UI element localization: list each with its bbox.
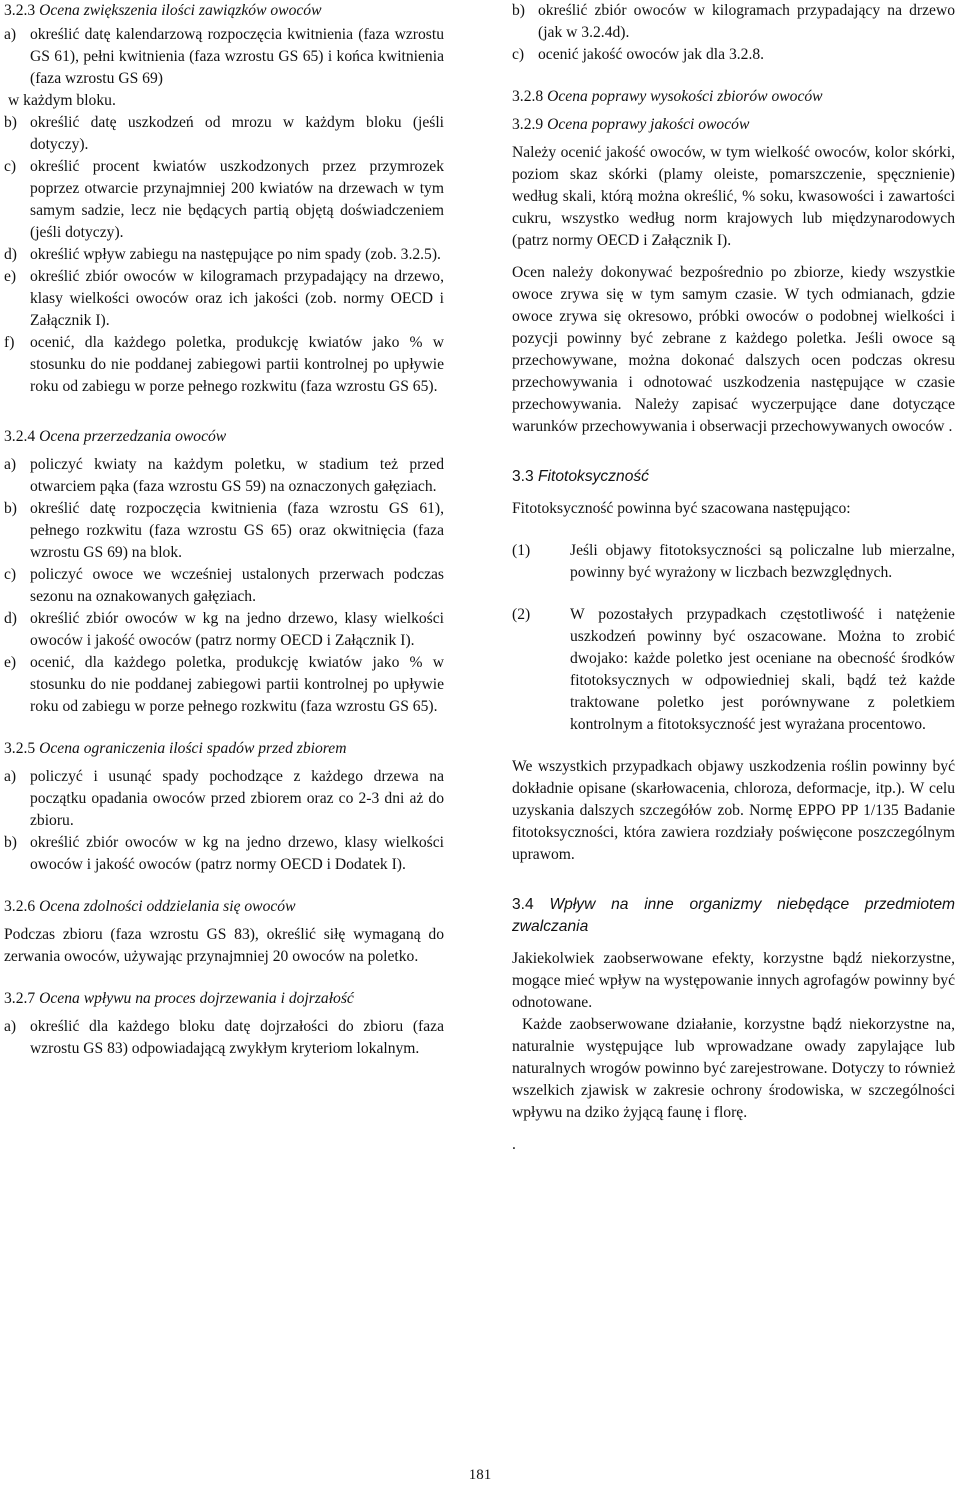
numbered-item: (1) Jeśli objawy fitotoksyczności są policzalne lub mierzalne, powinny być wyrażony w liczbach bezwzględnych. xyxy=(512,542,955,581)
list-item: b) określić zbiór owoców w kg na jedno drzewo, klasy wielkości owoców i jakość owoców (patrz normy OECD i Dodatek I). xyxy=(4,834,444,873)
section-heading-3-2-3: 3.2.3 Ocena zwiększenia ilości zawiązków owoców xyxy=(4,2,322,19)
paragraph: Podczas zbioru (faza wzrostu GS 83), określić siłę wymaganą do zerwania owoców, używając przynajmniej 20 owoców na poletko. xyxy=(4,926,444,965)
paragraph: Jakiekolwiek zaobserwowane efekty, korzystne bądź niekorzystne, mogące mieć wpływ na występowanie innych agrofagów powinny być odnotowane. xyxy=(512,950,955,1011)
right-column xyxy=(512,0,955,1156)
list-item: a) policzyć kwiaty na każdym poletku, w stadium też przed otwarciem pąka (faza wzrostu GS 59) na oznaczonych gałęziach. xyxy=(4,456,444,495)
list-item: b) określić datę uszkodzeń od mrozu w każdym bloku (jeśli dotyczy). xyxy=(4,114,444,153)
left-column xyxy=(4,0,444,1060)
list-item: a) określić dla każdego bloku datę dojrzałości do zbioru (faza wzrostu GS 83) odpowiadającą zwykłym kryteriom lokalnym. xyxy=(4,1018,444,1057)
list-item: c) określić procent kwiatów uszkodzonych przez przymrozek poprzez otwarcie przynajmniej 200 kwiatów na drzewach w tym samym sadzie, lecz nie będących partią objętą doświadczeniem (jeśli dotyczy). xyxy=(4,158,444,241)
list-item: e) określić zbiór owoców w kilogramach przypadający na drzewo, klasy wielkości owoców oraz ich jakości (zob. normy OECD i Załącznik I). xyxy=(4,268,444,329)
section-heading-3-4: 3.4 Wpływ na inne organizmy niebędące przedmiotem zwalczania xyxy=(512,896,955,935)
numbered-item: (2) W pozostałych przypadkach częstotliwość i natężenie uszkodzeń powinny być oszacowane. Można to zrobić dwojako: każde poletko jest oceniane na obecność środków fitotoksycznych w odpowiedniej skali, bądź też każde traktowane poletko jest porównywane z poletkiem kontrolnym a fitotoksyczność jest wyrażana procentowo. xyxy=(512,606,955,733)
section-heading-3-2-7: 3.2.7 Ocena wpływu na proces dojrzewania i dojrzałość xyxy=(4,990,354,1007)
list-item: b) określić zbiór owoców w kilogramach przypadający na drzewo (jak w 3.2.4d). xyxy=(512,2,955,41)
section-heading-3-2-4: 3.2.4 Ocena przerzedzania owoców xyxy=(4,428,227,445)
section-heading-3-2-5: 3.2.5 Ocena ograniczenia ilości spadów przed zbiorem xyxy=(4,740,347,757)
list-item: w każdym bloku. xyxy=(8,92,116,109)
list-item: a) policzyć i usunąć spady pochodzące z każdego drzewa na początku opadania owoców przed zbiorem oraz co 2-3 dni aż do zbioru. xyxy=(4,768,444,829)
paragraph: . xyxy=(512,1136,516,1153)
list-item: c) ocenić jakość owoców jak dla 3.2.8. xyxy=(512,46,765,63)
list-item: d) określić zbiór owoców w kg na jedno drzewo, klasy wielkości owoców i jakość owoców (patrz normy OECD i Załącznik I). xyxy=(4,610,444,649)
list-item: a) określić datę kalendarzową rozpoczęcia kwitnienia (faza wzrostu GS 61), pełni kwitnienia (faza wzrostu GS 65) i końca kwitnienia (faza wzrostu GS 69) xyxy=(4,26,444,87)
list-item: b) określić datę rozpoczęcia kwitnienia (faza wzrostu GS 61), pełnego rozkwitu (faza wzrostu GS 65) oraz okwitnięcia (faza wzrostu GS 69) na blok. xyxy=(4,500,444,561)
page-number: 181 xyxy=(468,1467,492,1483)
section-heading-3-2-8: 3.2.8 Ocena poprawy wysokości zbiorów owoców xyxy=(512,88,823,105)
list-item: f) ocenić, dla każdego poletka, produkcję kwiatów jako % w stosunku do nie poddanej zabiegowi partii kontrolnej po upływie roku od zabiegu w porze pełnego rozkwitu (faza wzrostu GS 65). xyxy=(4,334,444,395)
paragraph: Ocen należy dokonywać bezpośrednio po zbiorze, kiedy wszystkie owoce zrywa się w tym samym czasie. W tych odmianach, gdzie owoce zrywa się okresowo, próbki owoców o podobnej wielkości i pozycji powinny być zebrane z każdego poletka. Jeśli owoce są przechowywane, można dokonać dalszych ocen podczas okresu przechowywania i odnotować uszkodzenia następujące w czasie przechowywania. Należy zapisać wyczerpujące dane dotyczące warunków przechowywania i obserwacji przechowywanych owoców . xyxy=(512,264,955,435)
paragraph: Należy ocenić jakość owoców, w tym wielkość owoców, kolor skórki, poziom skaz skórki (plamy oleiste, pomarszczenie, spęcznienie) według skali, którą można określić, % soku, kwasowości i zawartości cukru, wszystko według norm krajowych lub międzynarodowych (patrz normy OECD i Załącznik I). xyxy=(512,144,955,249)
section-heading-3-2-6: 3.2.6 Ocena zdolności oddzielania się owoców xyxy=(4,898,296,915)
section-heading-3-3: 3.3 Fitotoksyczność xyxy=(512,468,649,485)
section-heading-3-2-9: 3.2.9 Ocena poprawy jakości owoców xyxy=(512,116,750,133)
paragraph: Każde zaobserwowane działanie, korzystne bądź niekorzystne na, naturalnie występujące lub wprowadzane owady zapylające lub naturalnych wrogów powinno być zarejestrowane. Dotyczy to również wszelkich zjawisk w zakresie ochrony środowiska, w szczególności wpływu na dziko żyjącą faunę i florę. xyxy=(512,1016,955,1121)
list-item: c) policzyć owoce we wcześniej ustalonych przerwach podczas sezonu na oznakowanych gałęziach. xyxy=(4,566,444,605)
paragraph: We wszystkich przypadkach objawy uszkodzenia roślin powinny być dokładnie opisane (skarłowacenia, chloroza, deformacje, itp.). W celu uzyskania dalszych szczegółów zob. Normę EPPO PP 1/135 Badanie fitotoksyczności, która zawiera rozdziały poświęcone poszczególnym uprawom. xyxy=(512,758,955,863)
paragraph: Fitotoksyczność powinna być szacowana następująco: xyxy=(512,500,851,517)
list-item: e) ocenić, dla każdego poletka, produkcję kwiatów jako % w stosunku do nie poddanej zabiegowi partii kontrolnej po upływie roku od zabiegu w porze pełnego rozkwitu (faza wzrostu GS 65). xyxy=(4,654,444,715)
list-item: d) określić wpływ zabiegu na następujące po nim spady (zob. 3.2.5). xyxy=(4,246,441,263)
